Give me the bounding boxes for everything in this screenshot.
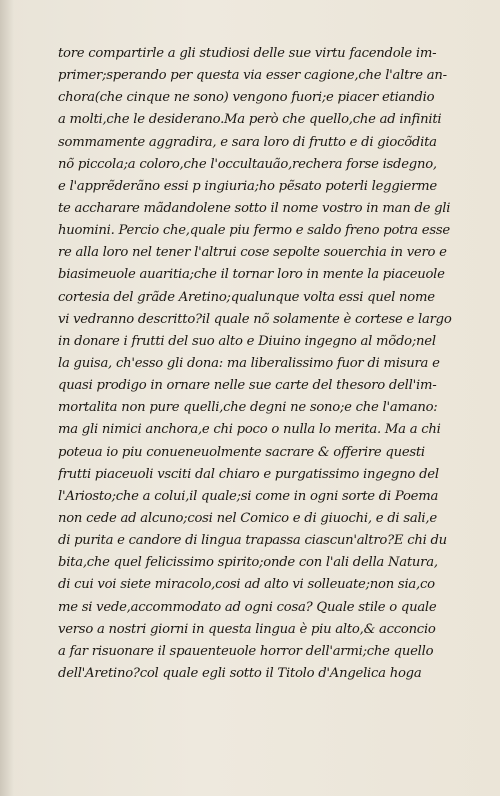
text-line: chora(che cinque ne sono) vengono fuori;e piacer etiandio bbox=[58, 90, 435, 106]
text-line: l'Ariosto;che a colui,il quale;si come in ogni sorte di Poema bbox=[58, 488, 439, 504]
text-line: vi vedranno descritto?il quale nõ solamente è cortese e largo bbox=[58, 311, 452, 327]
body-text bbox=[58, 43, 494, 685]
text-line: mortalita non pure quelli,che degni ne sono;e che l'amano: bbox=[58, 400, 438, 416]
text-line: quasi prodigo in ornare nelle sue carte del thesoro dell'im- bbox=[58, 378, 437, 394]
text-line: in donare i frutti del suo alto e Diuino ingegno al mõdo;nel bbox=[58, 333, 436, 349]
text-line: biasimeuole auaritia;che il tornar loro in mente la piaceuole bbox=[58, 267, 445, 283]
text-line: poteua io piu conueneuolmente sacrare & offerire questi bbox=[58, 444, 425, 460]
text-line: cortesia del grãde Aretino;qualunque volta essi quel nome bbox=[58, 289, 435, 305]
text-line: di purita e candore di lingua trapassa ciascun'altro?E chi du bbox=[58, 533, 447, 549]
text-line: dell'Aretino?col quale egli sotto il Titolo d'Angelica hoga bbox=[58, 665, 422, 681]
text-line: bita,che quel felicissimo spirito;onde con l'ali della Natura, bbox=[58, 555, 438, 571]
page-gutter-shadow bbox=[0, 0, 14, 796]
text-line: tore compartirle a gli studiosi delle sue virtu facendole im- bbox=[58, 46, 437, 61]
text-line: verso a nostri giorni in questa lingua è piu alto,& acconcio bbox=[58, 621, 436, 637]
text-line: me si vede,accommodato ad ogni cosa? Quale stile o quale bbox=[58, 599, 437, 615]
text-line: sommamente aggradira, e sara loro di frutto e di giocõdita bbox=[58, 134, 437, 150]
text-line: huomini. Percio che,quale piu fermo e saldo freno potra esse bbox=[58, 223, 450, 239]
text-line: e l'apprẽderãno essi p ingiuria;ho pẽsato poterli leggierme bbox=[58, 178, 437, 194]
text-line: te accharare mãdandolene sotto il nome vostro in man de gli bbox=[58, 200, 451, 216]
text-line: non cede ad alcuno;cosi nel Comico e di giuochi, e di sali,e bbox=[58, 510, 437, 526]
text-line: a molti,che le desiderano.Ma però che quello,che ad infiniti bbox=[58, 112, 442, 128]
text-line: nõ piccola;a coloro,che l'occultauão,rechera forse isdegno, bbox=[58, 156, 437, 172]
text-line: re alla loro nel tener l'altrui cose sepolte souerchia in vero e bbox=[58, 245, 447, 261]
text-line: di cui voi siete miracolo,cosi ad alto vi solleuate;non sia,co bbox=[58, 577, 435, 593]
text-line: a far risuonare il spauenteuole horror dell'armi;che quello bbox=[58, 643, 434, 659]
text-line: ma gli nimici anchora,e chi poco o nulla lo merita. Ma a chi bbox=[58, 422, 441, 438]
text-line: frutti piaceuoli vsciti dal chiaro e purgatissimo ingegno del bbox=[58, 466, 439, 482]
text-line: primer;sperando per questa via esser cagione,che l'altre an- bbox=[58, 68, 447, 84]
text-line: la guisa, ch'esso gli dona: ma liberalissimo fuor di misura e bbox=[58, 355, 440, 371]
